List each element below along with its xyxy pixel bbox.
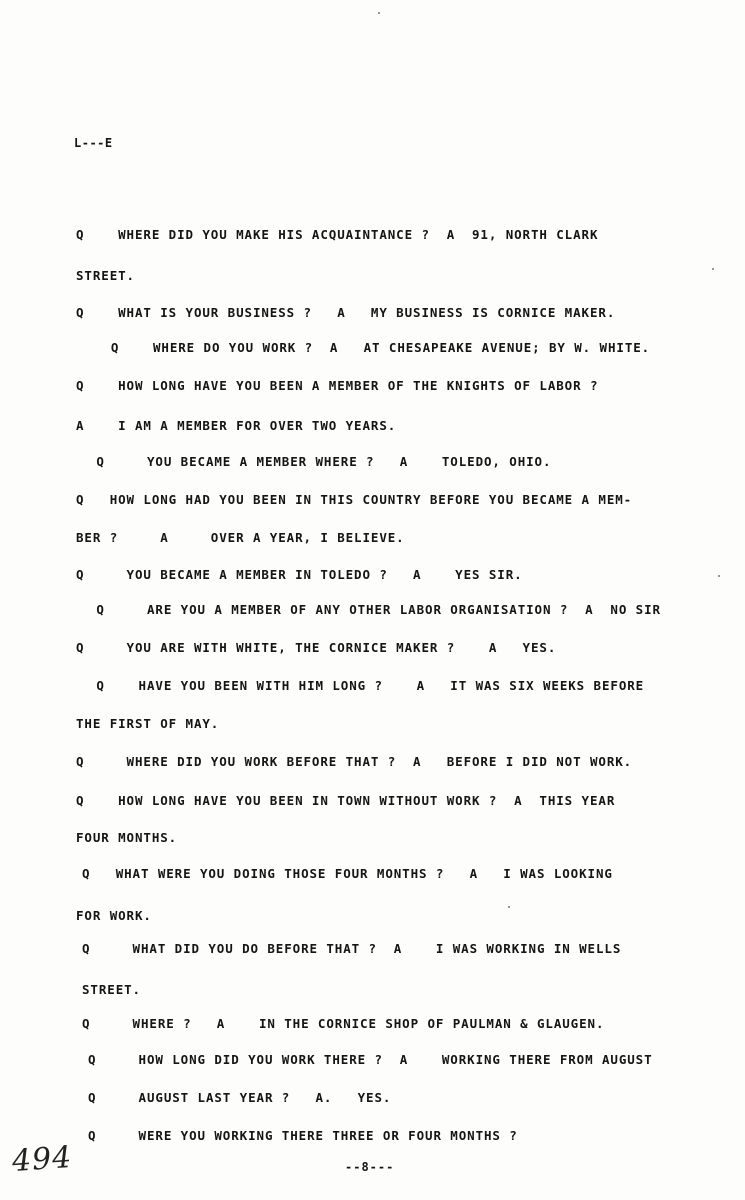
paper-speck bbox=[718, 575, 720, 577]
transcript-line: Q YOU ARE WITH WHITE, THE CORNICE MAKER ? A YES. bbox=[76, 640, 557, 655]
transcript-line: Q WHAT WERE YOU DOING THOSE FOUR MONTHS ? A I WAS LOOKING bbox=[82, 866, 613, 881]
transcript-line: Q WHERE ? A IN THE CORNICE SHOP OF PAULMAN & GLAUGEN. bbox=[82, 1016, 605, 1031]
transcript-line: THE FIRST OF MAY. bbox=[76, 716, 220, 731]
transcript-line: FOR WORK. bbox=[76, 908, 152, 923]
transcript-line: BER ? A OVER A YEAR, I BELIEVE. bbox=[76, 530, 405, 545]
transcript-line: Q WHERE DO YOU WORK ? A AT CHESAPEAKE AVENUE; BY W. WHITE. bbox=[94, 340, 651, 355]
paper-speck bbox=[508, 906, 510, 908]
transcript-line: Q ARE YOU A MEMBER OF ANY OTHER LABOR ORGANISATION ? A NO SIR bbox=[88, 602, 661, 617]
transcript-line: Q HOW LONG HAVE YOU BEEN IN TOWN WITHOUT WORK ? A THIS YEAR bbox=[76, 793, 616, 808]
handwritten-page-number: 494 bbox=[10, 1139, 74, 1180]
transcript-line: Q WHAT DID YOU DO BEFORE THAT ? A I WAS WORKING IN WELLS bbox=[82, 941, 622, 956]
transcript-line: Q WHERE DID YOU MAKE HIS ACQUAINTANCE ? A 91, NORTH CLARK bbox=[76, 227, 599, 242]
transcript-line: Q HOW LONG HAVE YOU BEEN A MEMBER OF THE KNIGHTS OF LABOR ? bbox=[76, 378, 599, 393]
transcript-line: Q AUGUST LAST YEAR ? A. YES. bbox=[88, 1090, 392, 1105]
transcript-line: Q WHERE DID YOU WORK BEFORE THAT ? A BEFORE I DID NOT WORK. bbox=[76, 754, 633, 769]
transcript-line: Q HOW LONG HAD YOU BEEN IN THIS COUNTRY BEFORE YOU BECAME A MEM- bbox=[76, 492, 633, 507]
transcript-line: Q YOU BECAME A MEMBER WHERE ? A TOLEDO, OHIO. bbox=[88, 454, 552, 469]
transcript-line: STREET. bbox=[82, 982, 141, 997]
transcript-line: Q HAVE YOU BEEN WITH HIM LONG ? A IT WAS SIX WEEKS BEFORE bbox=[88, 678, 645, 693]
transcript-line: FOUR MONTHS. bbox=[76, 830, 178, 845]
transcript-line: Q HOW LONG DID YOU WORK THERE ? A WORKING THERE FROM AUGUST bbox=[88, 1052, 653, 1067]
transcript-line: STREET. bbox=[76, 268, 135, 283]
transcript-line: A I AM A MEMBER FOR OVER TWO YEARS. bbox=[76, 418, 397, 433]
transcript-line: Q YOU BECAME A MEMBER IN TOLEDO ? A YES SIR. bbox=[76, 567, 523, 582]
paper-speck bbox=[378, 12, 380, 14]
transcript-line: Q WHAT IS YOUR BUSINESS ? A MY BUSINESS IS CORNICE MAKER. bbox=[76, 305, 616, 320]
paper-speck bbox=[712, 268, 714, 270]
page-header: L---E bbox=[74, 136, 113, 150]
page-footer: --8--- bbox=[345, 1160, 395, 1174]
transcript-line: Q WERE YOU WORKING THERE THREE OR FOUR MONTHS ? bbox=[88, 1128, 518, 1143]
